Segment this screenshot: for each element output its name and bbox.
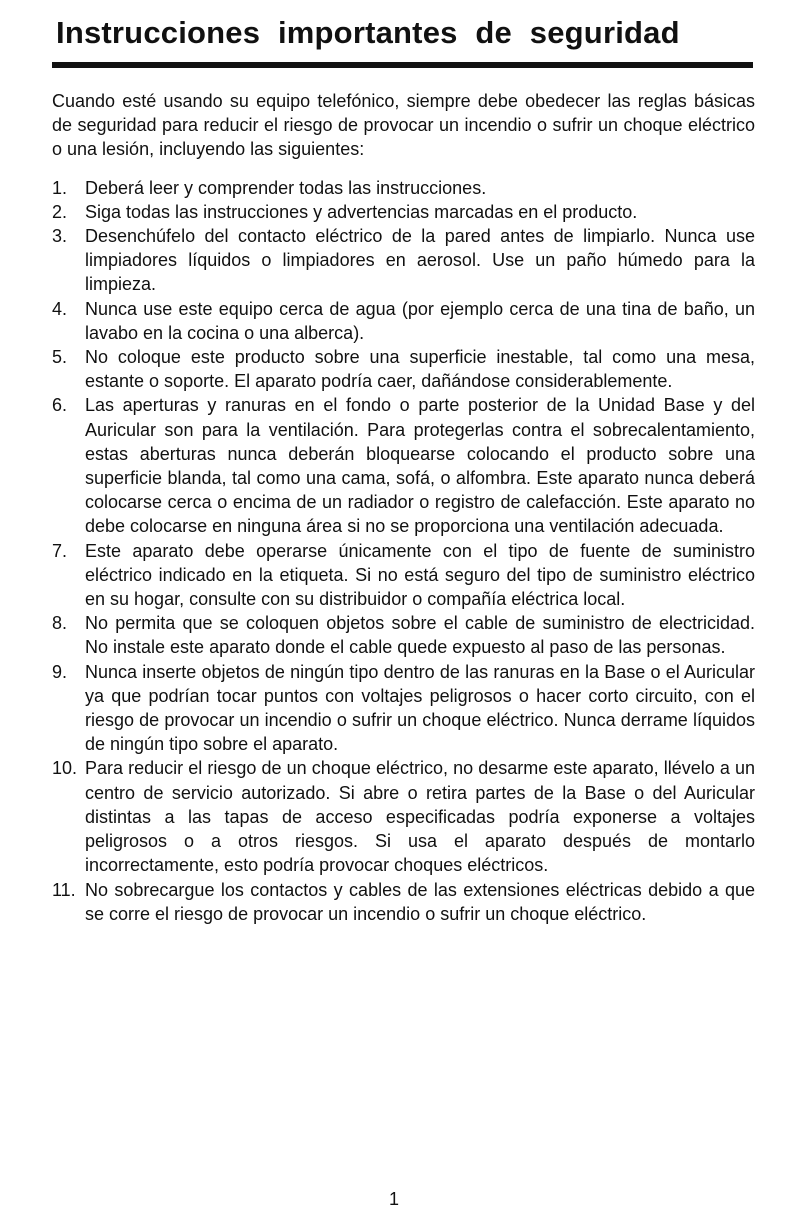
title-divider bbox=[52, 62, 753, 68]
list-item bbox=[52, 756, 755, 877]
item-text: Nunca inserte objetos de ningún tipo dentro de las ranuras en la Base o el Auricular ya que podrían tocar puntos con voltajes peligrosos o hacer corto circuito, con el riesgo de provocar un incendio o sufrir un choque eléctrico. Nunca derrame líquidos de ningún tipo sobre el aparato. bbox=[85, 661, 755, 755]
item-text: No sobrecargue los contactos y cables de las extensiones eléctricas debido a que se corre el riesgo de provocar un incendio o sufrir un choque eléctrico. bbox=[85, 879, 755, 924]
item-number: 8. bbox=[52, 613, 68, 634]
list-item bbox=[52, 393, 755, 538]
item-number: 11. bbox=[52, 879, 76, 900]
item-number: 9. bbox=[52, 661, 68, 682]
page-title: Instrucciones importantes de seguridad bbox=[56, 15, 680, 50]
list-item bbox=[52, 660, 755, 757]
item-text: Desenchúfelo del contacto eléctrico de la pared antes de limpiarlo. Nunca use limpiadores líquidos o limpiadores en aerosol. Use un paño húmedo para la limpieza. bbox=[85, 226, 755, 295]
item-number: 2. bbox=[52, 201, 68, 222]
item-text: Nunca use este equipo cerca de agua (por ejemplo cerca de una tina de baño, un lavabo en la cocina o una alberca). bbox=[85, 298, 755, 343]
item-number: 7. bbox=[52, 540, 68, 561]
item-text: Las aperturas y ranuras en el fondo o parte posterior de la Unidad Base y del Auricular son para la ventilación. Para protegerlas contra el sobrecalentamiento, estas aberturas nunca deberán bloquearse colocando el producto sobre una superficie blanda, tal como una cama, sofá, o alfombra. Este aparato nunca deberá colocarse cerca o encima de un radiador o registro de calefacción. Este aparato no debe colocarse en ninguna área si no se proporciona una ventilación adecuada. bbox=[85, 395, 755, 537]
item-number: 3. bbox=[52, 226, 68, 247]
item-number: 6. bbox=[52, 395, 68, 416]
item-number: 5. bbox=[52, 347, 68, 368]
item-text: Siga todas las instrucciones y advertencias marcadas en el producto. bbox=[85, 201, 638, 222]
safety-instructions-list bbox=[52, 176, 755, 926]
page-number: 1 bbox=[388, 1189, 399, 1209]
list-item bbox=[52, 176, 755, 200]
document-body bbox=[52, 89, 755, 926]
list-item bbox=[52, 878, 755, 926]
item-number: 4. bbox=[52, 298, 68, 319]
item-number: 1. bbox=[52, 177, 68, 198]
item-number: 10. bbox=[52, 758, 78, 779]
list-item bbox=[52, 345, 755, 393]
list-item bbox=[52, 297, 755, 345]
list-item bbox=[52, 224, 755, 297]
item-text: Este aparato debe operarse únicamente con el tipo de fuente de suministro eléctrico indicado en la etiqueta. Si no está seguro del tipo de suministro eléctrico en su hogar, consulte con su distribuidor o compañía eléctrica local. bbox=[85, 540, 755, 610]
list-item bbox=[52, 539, 755, 612]
intro-paragraph: Cuando esté usando su equipo telefónico, siempre debe obedecer las reglas básicas de seguridad para reducir el riesgo de provocar un incendio o sufrir un choque eléctrico o una lesión, incluyendo las siguientes: bbox=[52, 91, 755, 160]
item-text: Deberá leer y comprender todas las instrucciones. bbox=[85, 177, 487, 198]
item-text: No permita que se coloquen objetos sobre el cable de suministro de electricidad. No instale este aparato donde el cable quede expuesto al paso de las personas. bbox=[85, 613, 755, 658]
list-item bbox=[52, 200, 755, 224]
item-text: Para reducir el riesgo de un choque eléctrico, no desarme este aparato, llévelo a un centro de servicio autorizado. Si abre o retira partes de la Base o del Auricular distintas a las tapas de acceso especificadas podría exponerse a voltajes peligrosos o a otros riesgos. Si usa el aparato después de montarlo incorrectamente, esto podría provocar choques eléctricos. bbox=[85, 758, 755, 876]
item-text: No coloque este producto sobre una superficie inestable, tal como una mesa, estante o soporte. El aparato podría caer, dañándose considerablemente. bbox=[85, 347, 755, 392]
list-item bbox=[52, 611, 755, 659]
